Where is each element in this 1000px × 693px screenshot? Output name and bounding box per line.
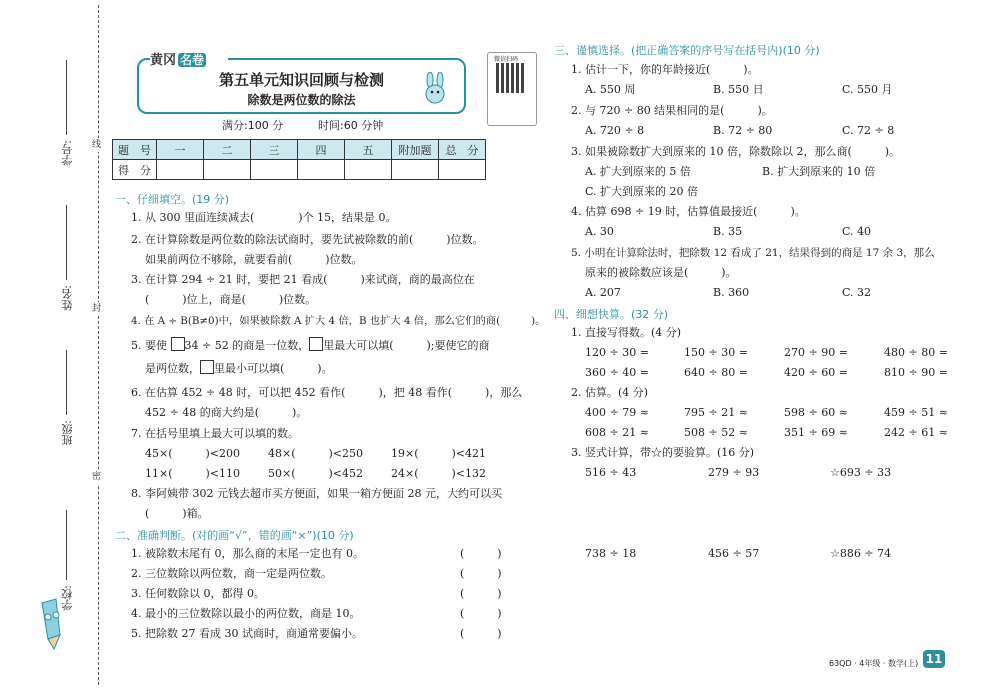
q8-line: 8. 李阿姨带 302 元钱去超市买方便面，如果一箱方便面 28 元，大约可以买 <box>131 487 502 500</box>
pencil-mascot-icon <box>30 595 70 655</box>
estimate-item: 795 ÷ 21 ≈ <box>684 406 748 419</box>
header-cell: 总 分 <box>439 140 486 160</box>
choice-option[interactable]: A. 207 <box>585 286 621 299</box>
blank-box[interactable] <box>200 360 214 374</box>
estimate-item: 459 ÷ 51 ≈ <box>884 406 948 419</box>
q3-line: 3. 在计算 294 ÷ 21 时，要把 21 看成( )来试商，商的最高位在 <box>131 273 475 286</box>
vertical-calc-item: 516 ÷ 43 <box>585 466 637 479</box>
direct-calc-item: 270 ÷ 90 = <box>784 346 848 359</box>
choice-option[interactable]: C. 扩大到原来的 20 倍 <box>585 185 699 198</box>
score-cell[interactable] <box>392 160 439 180</box>
score-cell[interactable] <box>251 160 298 180</box>
section3-title: 三、谨慎选择。(把正确答案的序号写在括号内)(10 分) <box>554 44 820 57</box>
judge-item: 3. 任何数除以 0，都得 0。 <box>131 587 265 600</box>
name-underline <box>66 205 67 280</box>
dashed-cut-line <box>98 5 99 685</box>
q7-item: 48×( )<250 <box>268 447 364 460</box>
qr-code-card[interactable] <box>487 52 537 126</box>
choice-option[interactable]: B. 550 日 <box>713 83 764 96</box>
vertical-calc-heading: 3. 竖式计算，带☆的要验算。(16 分) <box>571 446 755 459</box>
q5-text-b: 34 ÷ 52 的商是一位数， <box>184 339 310 352</box>
vertical-calc-item: ☆886 ÷ 74 <box>830 547 892 560</box>
answer-paren[interactable]: ( ) <box>460 607 502 620</box>
class-label: 班级: <box>61 420 74 446</box>
xian-mark: 线 <box>92 140 102 150</box>
choice-option[interactable]: C. 72 ÷ 8 <box>842 124 895 137</box>
estimate-item: 598 ÷ 60 ≈ <box>784 406 848 419</box>
judge-item: 2. 三位数除以两位数，商一定是两位数。 <box>131 567 332 580</box>
q3-line-cont: ( )位上，商是( )位数。 <box>145 293 317 306</box>
score-cell[interactable] <box>157 160 204 180</box>
row-label: 得 分 <box>113 160 157 180</box>
estimate-item: 400 ÷ 79 ≈ <box>585 406 649 419</box>
score-cell[interactable] <box>298 160 345 180</box>
direct-calc-item: 480 ÷ 80 = <box>884 346 948 359</box>
number-underline <box>66 60 67 135</box>
choice-option[interactable]: B. 72 ÷ 80 <box>713 124 773 137</box>
choice-option[interactable]: B. 35 <box>713 225 743 238</box>
score-cell[interactable] <box>439 160 486 180</box>
q5-text-e: 里最小可以填( )。 <box>214 362 333 375</box>
header-cell: 三 <box>251 140 298 160</box>
q8-line-cont: ( )箱。 <box>145 507 209 520</box>
footer-info: 63QD · 4年级 · 数学(上) <box>829 659 919 668</box>
direct-calc-item: 810 ÷ 90 = <box>884 366 948 379</box>
number-label: 学号: <box>61 140 74 166</box>
vertical-calc-item: 279 ÷ 93 <box>708 466 760 479</box>
estimate-item: 508 ÷ 52 ≈ <box>684 426 748 439</box>
estimate-item: 351 ÷ 69 ≈ <box>784 426 848 439</box>
choice-option[interactable]: C. 40 <box>842 225 872 238</box>
direct-calc-item: 120 ÷ 30 = <box>585 346 649 359</box>
choice-question: 1. 估计一下，你的年龄接近( )。 <box>571 63 759 76</box>
choice-option[interactable]: A. 550 周 <box>585 83 636 96</box>
score-table <box>112 139 486 180</box>
choice-question: 4. 估算 698 ÷ 19 时，估算值最接近( )。 <box>571 205 806 218</box>
logo-text-a: 黄冈 <box>150 53 177 68</box>
q5-line-cont <box>145 360 333 376</box>
page-title: 第五单元知识回顾与检测 <box>218 71 384 89</box>
direct-calc-item: 640 ÷ 80 = <box>684 366 748 379</box>
judge-item: 5. 把除数 27 看成 30 试商时，商通常要偏小。 <box>131 627 363 640</box>
header-cell: 五 <box>345 140 392 160</box>
score-cell[interactable] <box>204 160 251 180</box>
name-label: 姓名: <box>61 285 74 311</box>
choice-option[interactable]: A. 30 <box>585 225 614 238</box>
q2-line-cont: 如果前两位不够除，就要看前( )位数。 <box>145 253 363 266</box>
q1-line: 1. 从 300 里面连续减去( )个 15，结果是 0。 <box>131 211 397 224</box>
q5-text-a: 5. 要使 <box>131 339 167 352</box>
q5-text-c: 里最大可以填( );要使它的商 <box>323 339 490 352</box>
school-underline <box>66 510 67 580</box>
q5-line <box>131 337 490 353</box>
choice-question: 3. 如果被除数扩大到原来的 10 倍，除数除以 2，那么商( )。 <box>571 145 901 158</box>
school-label: 学校: <box>61 585 74 611</box>
header-cell: 一 <box>157 140 204 160</box>
score-cell[interactable] <box>345 160 392 180</box>
q7-item: 11×( )<110 <box>145 467 241 480</box>
q6-line-cont: 452 ÷ 48 的商大约是( )。 <box>145 406 308 419</box>
choice-option[interactable]: C. 32 <box>842 286 872 299</box>
answer-paren[interactable]: ( ) <box>460 547 502 560</box>
vertical-calc-item: 738 ÷ 18 <box>585 547 637 560</box>
q4-line: 4. 在 A ÷ B(B≠0)中，如果被除数 A 扩大 4 倍，B 也扩大 4 倍，那么它们的商( )。 <box>131 315 546 327</box>
choice-option[interactable]: B. 扩大到原来的 10 倍 <box>762 165 876 178</box>
q6-line: 6. 在估算 452 ÷ 48 时，可以把 452 看作( )，把 48 看作( )，那么 <box>131 386 523 399</box>
score-table-score-row <box>113 160 486 180</box>
choice-question: 2. 与 720 ÷ 80 结果相同的是( )。 <box>571 104 773 117</box>
direct-calc-item: 150 ÷ 30 = <box>684 346 748 359</box>
answer-paren[interactable]: ( ) <box>460 627 502 640</box>
page-subtitle: 除数是两位数的除法 <box>247 93 356 107</box>
estimate-item: 608 ÷ 21 ≈ <box>585 426 649 439</box>
judge-item: 4. 最小的三位数除以最小的两位数，商是 10。 <box>131 607 361 620</box>
section1-title: 一、仔细填空。(19 分) <box>115 193 230 206</box>
score-table-header-row <box>113 140 486 160</box>
judge-item: 1. 被除数末尾有 0，那么商的末尾一定也有 0。 <box>131 547 364 560</box>
q7-item: 19×( )<421 <box>391 447 487 460</box>
page-number: 11 <box>923 650 945 668</box>
logo-text-b: 名卷 <box>180 53 205 67</box>
section2-title: 二、准确判断。(对的画“√”，错的画“×”)(10 分) <box>115 529 354 542</box>
section4-title: 四、细想快算。(32 分) <box>554 308 669 321</box>
q7-item: 45×( )<200 <box>145 447 241 460</box>
choice-option[interactable]: A. 扩大到原来的 5 倍 <box>585 165 691 178</box>
qr-label: 微信扫码 <box>494 56 519 63</box>
q5-text-d: 是两位数， <box>145 362 200 375</box>
mi-mark: 密 <box>92 472 102 482</box>
header-cell: 附加题 <box>392 140 439 160</box>
direct-calc-item: 360 ÷ 40 = <box>585 366 649 379</box>
vertical-calc-item: 456 ÷ 57 <box>708 547 760 560</box>
estimate-heading: 2. 估算。(4 分) <box>571 386 649 399</box>
time-limit: 时间:60 分钟 <box>318 119 384 132</box>
direct-calc-item: 420 ÷ 60 = <box>784 366 848 379</box>
full-score: 满分:100 分 <box>222 119 284 132</box>
bunny-mascot-icon <box>420 72 450 106</box>
direct-calc-heading: 1. 直接写得数。(4 分) <box>571 326 682 339</box>
choice-option[interactable]: A. 720 ÷ 8 <box>585 124 645 137</box>
q7-item: 24×( )<132 <box>391 467 487 480</box>
q7-item: 50×( )<452 <box>268 467 364 480</box>
choice-question: 5. 小明在计算除法时，把除数 12 看成了 21，结果得到的商是 17 余 3，那么 <box>571 247 935 259</box>
vertical-calc-item: ☆693 ÷ 33 <box>830 466 892 479</box>
choice-option[interactable]: B. 360 <box>713 286 750 299</box>
answer-paren[interactable]: ( ) <box>460 567 502 580</box>
blank-box[interactable] <box>309 337 323 351</box>
feng-mark: 封 <box>92 304 102 314</box>
qr-code-icon <box>496 63 526 93</box>
estimate-item: 242 ÷ 61 ≈ <box>884 426 948 439</box>
class-underline <box>66 350 67 415</box>
answer-paren[interactable]: ( ) <box>460 587 502 600</box>
q7-line: 7. 在括号里填上最大可以填的数。 <box>131 427 299 440</box>
header-cell: 二 <box>204 140 251 160</box>
q2-line: 2. 在计算除数是两位数的除法试商时，要先试被除数的前( )位数。 <box>131 233 484 246</box>
header-cell: 四 <box>298 140 345 160</box>
choice-option[interactable]: C. 550 月 <box>842 83 893 96</box>
choice-question-cont: 原来的被除数应该是( )。 <box>585 266 737 279</box>
binding-margin <box>0 0 100 693</box>
brand-logo <box>150 49 228 67</box>
blank-box[interactable] <box>171 337 185 351</box>
header-cell: 题 号 <box>113 140 157 160</box>
